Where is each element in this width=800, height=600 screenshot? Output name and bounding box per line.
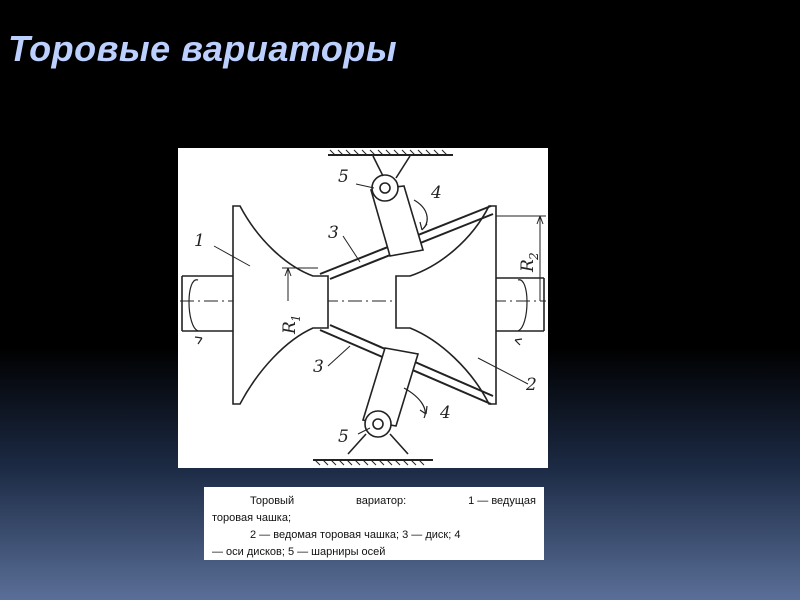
figure-caption: [204, 487, 544, 560]
label-3-top: 3: [328, 223, 339, 243]
svg-text:R: R: [518, 259, 538, 272]
label-5-top: 5: [338, 167, 349, 187]
caption-word: Торовый: [250, 495, 295, 507]
label-4-top: 4: [431, 183, 442, 203]
label-3-bottom: 3: [313, 357, 324, 377]
label-2: 2: [526, 375, 537, 395]
caption-word: вариатор:: [356, 495, 407, 507]
toroidal-variator-diagram: [178, 148, 548, 468]
svg-text:1: 1: [289, 314, 303, 322]
caption-word: 1 — ведущая: [468, 495, 536, 507]
svg-text:R: R: [280, 321, 300, 334]
top-support: [328, 150, 453, 155]
bottom-support: [313, 460, 433, 465]
disc-axis-4-top: [371, 156, 427, 256]
caption-line-4: — оси дисков; 5 — шарниры осей: [212, 546, 386, 558]
label-5-bottom: 5: [338, 427, 349, 447]
caption-line-3: 2 — ведомая торовая чашка; 3 — диск; 4: [250, 529, 461, 541]
diagram-svg: [178, 148, 548, 468]
label-4-bottom: 4: [440, 403, 451, 423]
disc-axis-4-bottom: [348, 348, 427, 454]
label-1: 1: [194, 231, 205, 251]
r2-label: [518, 252, 541, 273]
caption-line-2: торовая чашка;: [212, 512, 292, 524]
caption-line-1: [212, 493, 536, 510]
svg-text:2: 2: [527, 252, 541, 260]
slide-title: Торовые вариаторы: [8, 28, 398, 69]
